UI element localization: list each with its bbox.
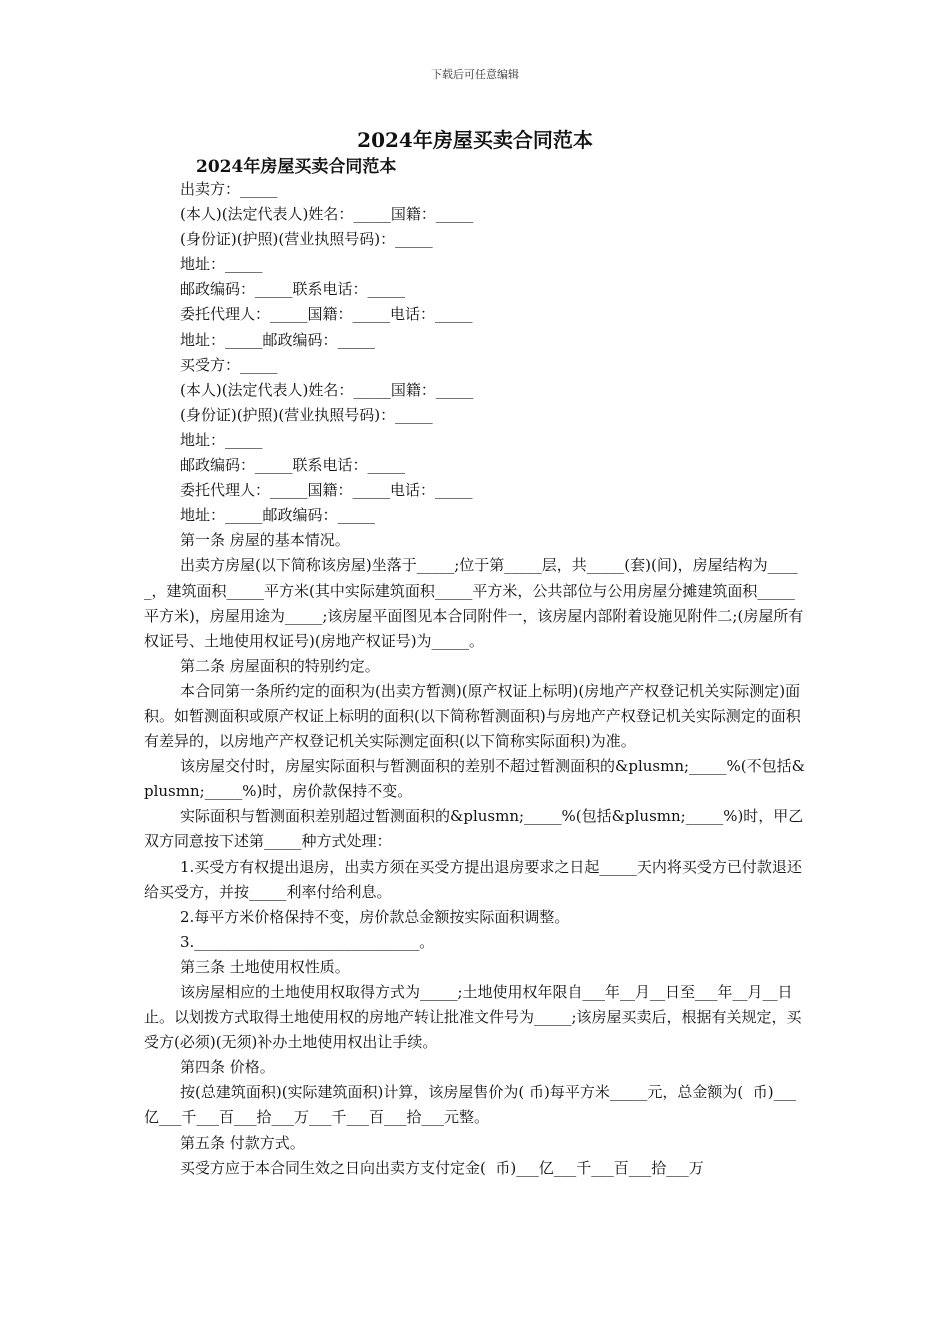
seller-label: 出卖方：_____ [180, 180, 278, 198]
buyer-agent-line: 委托代理人：_____国籍：_____电话：_____ [180, 481, 473, 500]
buyer-agent-address-line: 地址：_____邮政编码：_____ [180, 506, 376, 525]
article-2-option-1: 1.买受方有权提出退房，出卖方须在买受方提出退房要求之日起_____天内将买受方已付款退还给买受方，并按_____利率付给利息。 [144, 857, 802, 901]
buyer-name-line: (本人)(法定代表人)姓名：_____国籍：_____ [180, 380, 474, 399]
article-3-heading: 第三条 土地使用权性质。 [180, 957, 350, 976]
document-subtitle: 2024年房屋买卖合同范本 [196, 157, 397, 177]
seller-agent-address-line: 地址：_____邮政编码：_____ [180, 330, 376, 349]
article-4-heading: 第四条 价格。 [180, 1058, 275, 1077]
header-note: 下载后可任意编辑 [431, 68, 519, 81]
seller-address-line: 地址：_____ [180, 255, 263, 274]
article-1-heading: 第一条 房屋的基本情况。 [180, 531, 350, 550]
seller-name-line: (本人)(法定代表人)姓名：_____国籍：_____ [180, 205, 474, 224]
article-5-text: 买受方应于本合同生效之日向出卖方支付定金( 币)___亿___千___百___拾___万 [180, 1158, 704, 1177]
buyer-address-line: 地址：_____ [180, 430, 263, 449]
buyer-postcode-phone-line: 邮政编码：_____联系电话：_____ [180, 456, 406, 475]
article-2-option-3: 3.______________________________。 [180, 932, 435, 951]
article-1-text: 出卖方房屋(以下简称该房屋)坐落于_____;位于第_____层，共_____(套)(间)，房屋结构为_____，建筑面积_____平方米(其中实际建筑面积_____平方米，公共部位与公用房屋分摊建筑面积_____平方米)，房屋用途为_____;该房屋平面图见本合同附件一，该房屋内部附着设施见附件二;(房屋所有权证号、土地使用权证号)(房地产权证号)为_____。 [144, 556, 804, 650]
article-2-text: 本合同第一条所约定的面积为(出卖方暂测)(原产权证上标明)(房地产产权登记机关实际测定)面积。如暂测面积或原产权证上标明的面积(以下简称暂测面积)与房地产产权登记机关实际测定的面积有差异的，以房地产产权登记机关实际测定面积(以下简称实际面积)为准。 [144, 681, 801, 751]
article-4-text: 按(总建筑面积)(实际建筑面积)计算，该房屋售价为( 币)每平方米_____元，总金额为( 币)___亿___千___百___拾___万___千___百___拾___元整。 [144, 1083, 797, 1127]
article-5-heading: 第五条 付款方式。 [180, 1133, 305, 1152]
seller-postcode-phone-line: 邮政编码：_____联系电话：_____ [180, 280, 406, 299]
article-2-excess-text: 实际面积与暂测面积差别超过暂测面积的&plusmn;_____%(包括&plusmn;_____%)时，甲乙双方同意按下述第_____种方式处理： [144, 807, 804, 851]
article-3-text: 该房屋相应的土地使用权取得方式为_____;土地使用权年限自___年__月__日至___年__月__日止。以划拨方式取得土地使用权的房地产转让批准文件号为_____;该房屋买卖后，根据有关规定，买受方(必须)(无须)补办土地使用权出让手续。 [144, 983, 802, 1052]
seller-agent-line: 委托代理人：_____国籍：_____电话：_____ [180, 305, 473, 324]
article-2-option-2: 2.每平方米价格保持不变，房价款总金额按实际面积调整。 [180, 907, 570, 926]
seller-id-line: (身份证)(护照)(营业执照号码)：_____ [180, 230, 433, 249]
buyer-id-line: (身份证)(护照)(营业执照号码)：_____ [180, 405, 433, 424]
buyer-label: 买受方：_____ [180, 355, 278, 374]
article-2-heading: 第二条 房屋面积的特别约定。 [180, 656, 380, 675]
article-2-tolerance-text: 该房屋交付时，房屋实际面积与暂测面积的差别不超过暂测面积的&plusmn;_____%(不包括&plusmn;_____%)时，房价款保持不变。 [144, 757, 806, 801]
document-body [144, 177, 808, 1181]
document-title: 2024年房屋买卖合同范本 [357, 128, 593, 152]
